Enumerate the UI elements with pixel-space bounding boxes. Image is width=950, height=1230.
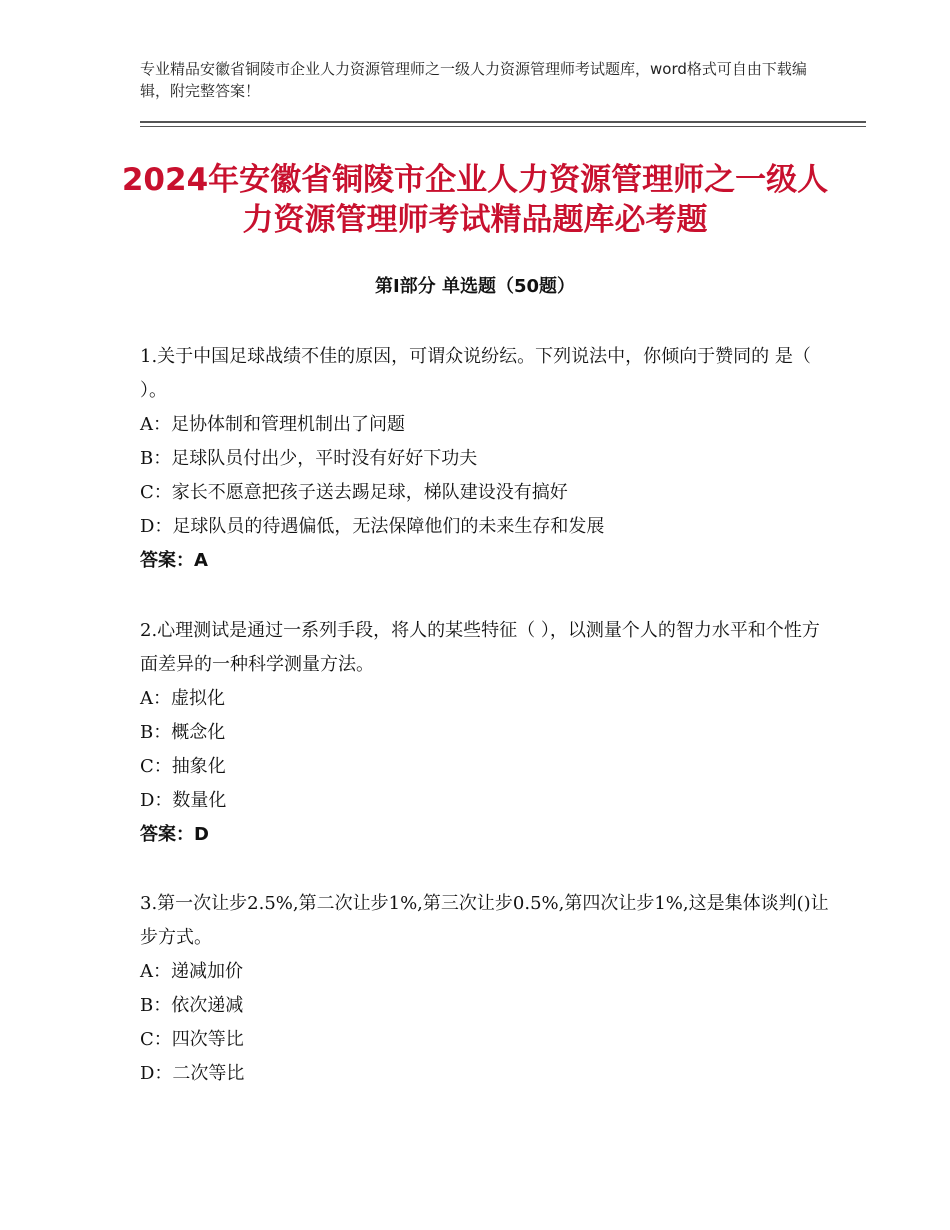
question-1: [140, 340, 830, 578]
header-note: 专业精品安徽省铜陵市企业人力资源管理师之一级人力资源管理师考试题库，word格式可自由下载编辑，附完整答案！: [140, 60, 807, 100]
answer-label: 答案：D: [140, 824, 209, 845]
option-a: A：足协体制和管理机制出了问题: [140, 414, 405, 435]
question-2: [140, 614, 830, 852]
option-c: C：家长不愿意把孩子送去踢足球，梯队建设没有搞好: [140, 482, 568, 503]
option-d: D：数量化: [140, 790, 227, 811]
header-rule-thick: [140, 121, 866, 123]
question-stem: 3.第一次让步2.5%,第二次让步1%,第三次让步0.5%,第四次让步1%,这是集体谈判()让步方式。: [140, 893, 829, 948]
option-d: D：二次等比: [140, 1063, 245, 1084]
document-title: 2024年安徽省铜陵市企业人力资源管理师之一级人力资源管理师考试精品题库必考题: [121, 162, 829, 238]
option-d: D：足球队员的待遇偏低，无法保障他们的未来生存和发展: [140, 516, 605, 537]
option-b: B：依次递减: [140, 995, 244, 1016]
option-b: B：概念化: [140, 722, 226, 743]
question-stem: 1.关于中国足球战绩不佳的原因，可谓众说纷纭。下列说法中，你倾向于赞同的 是（ ）。: [140, 346, 811, 401]
answer-label: 答案：A: [140, 550, 208, 571]
question-3: [140, 887, 830, 1091]
option-a: A：递减加价: [140, 961, 243, 982]
option-b: B：足球队员付出少，平时没有好好下功夫: [140, 448, 478, 469]
option-c: C：抽象化: [140, 756, 226, 777]
header-rule-thin: [140, 126, 866, 127]
section-title: 第Ⅰ部分 单选题（50题）: [374, 276, 575, 297]
option-c: C：四次等比: [140, 1029, 244, 1050]
option-a: A：虚拟化: [140, 688, 225, 709]
question-stem: 2.心理测试是通过一系列手段，将人的某些特征（ ），以测量个人的智力水平和个性方面差异的一种科学测量方法。: [140, 620, 820, 675]
